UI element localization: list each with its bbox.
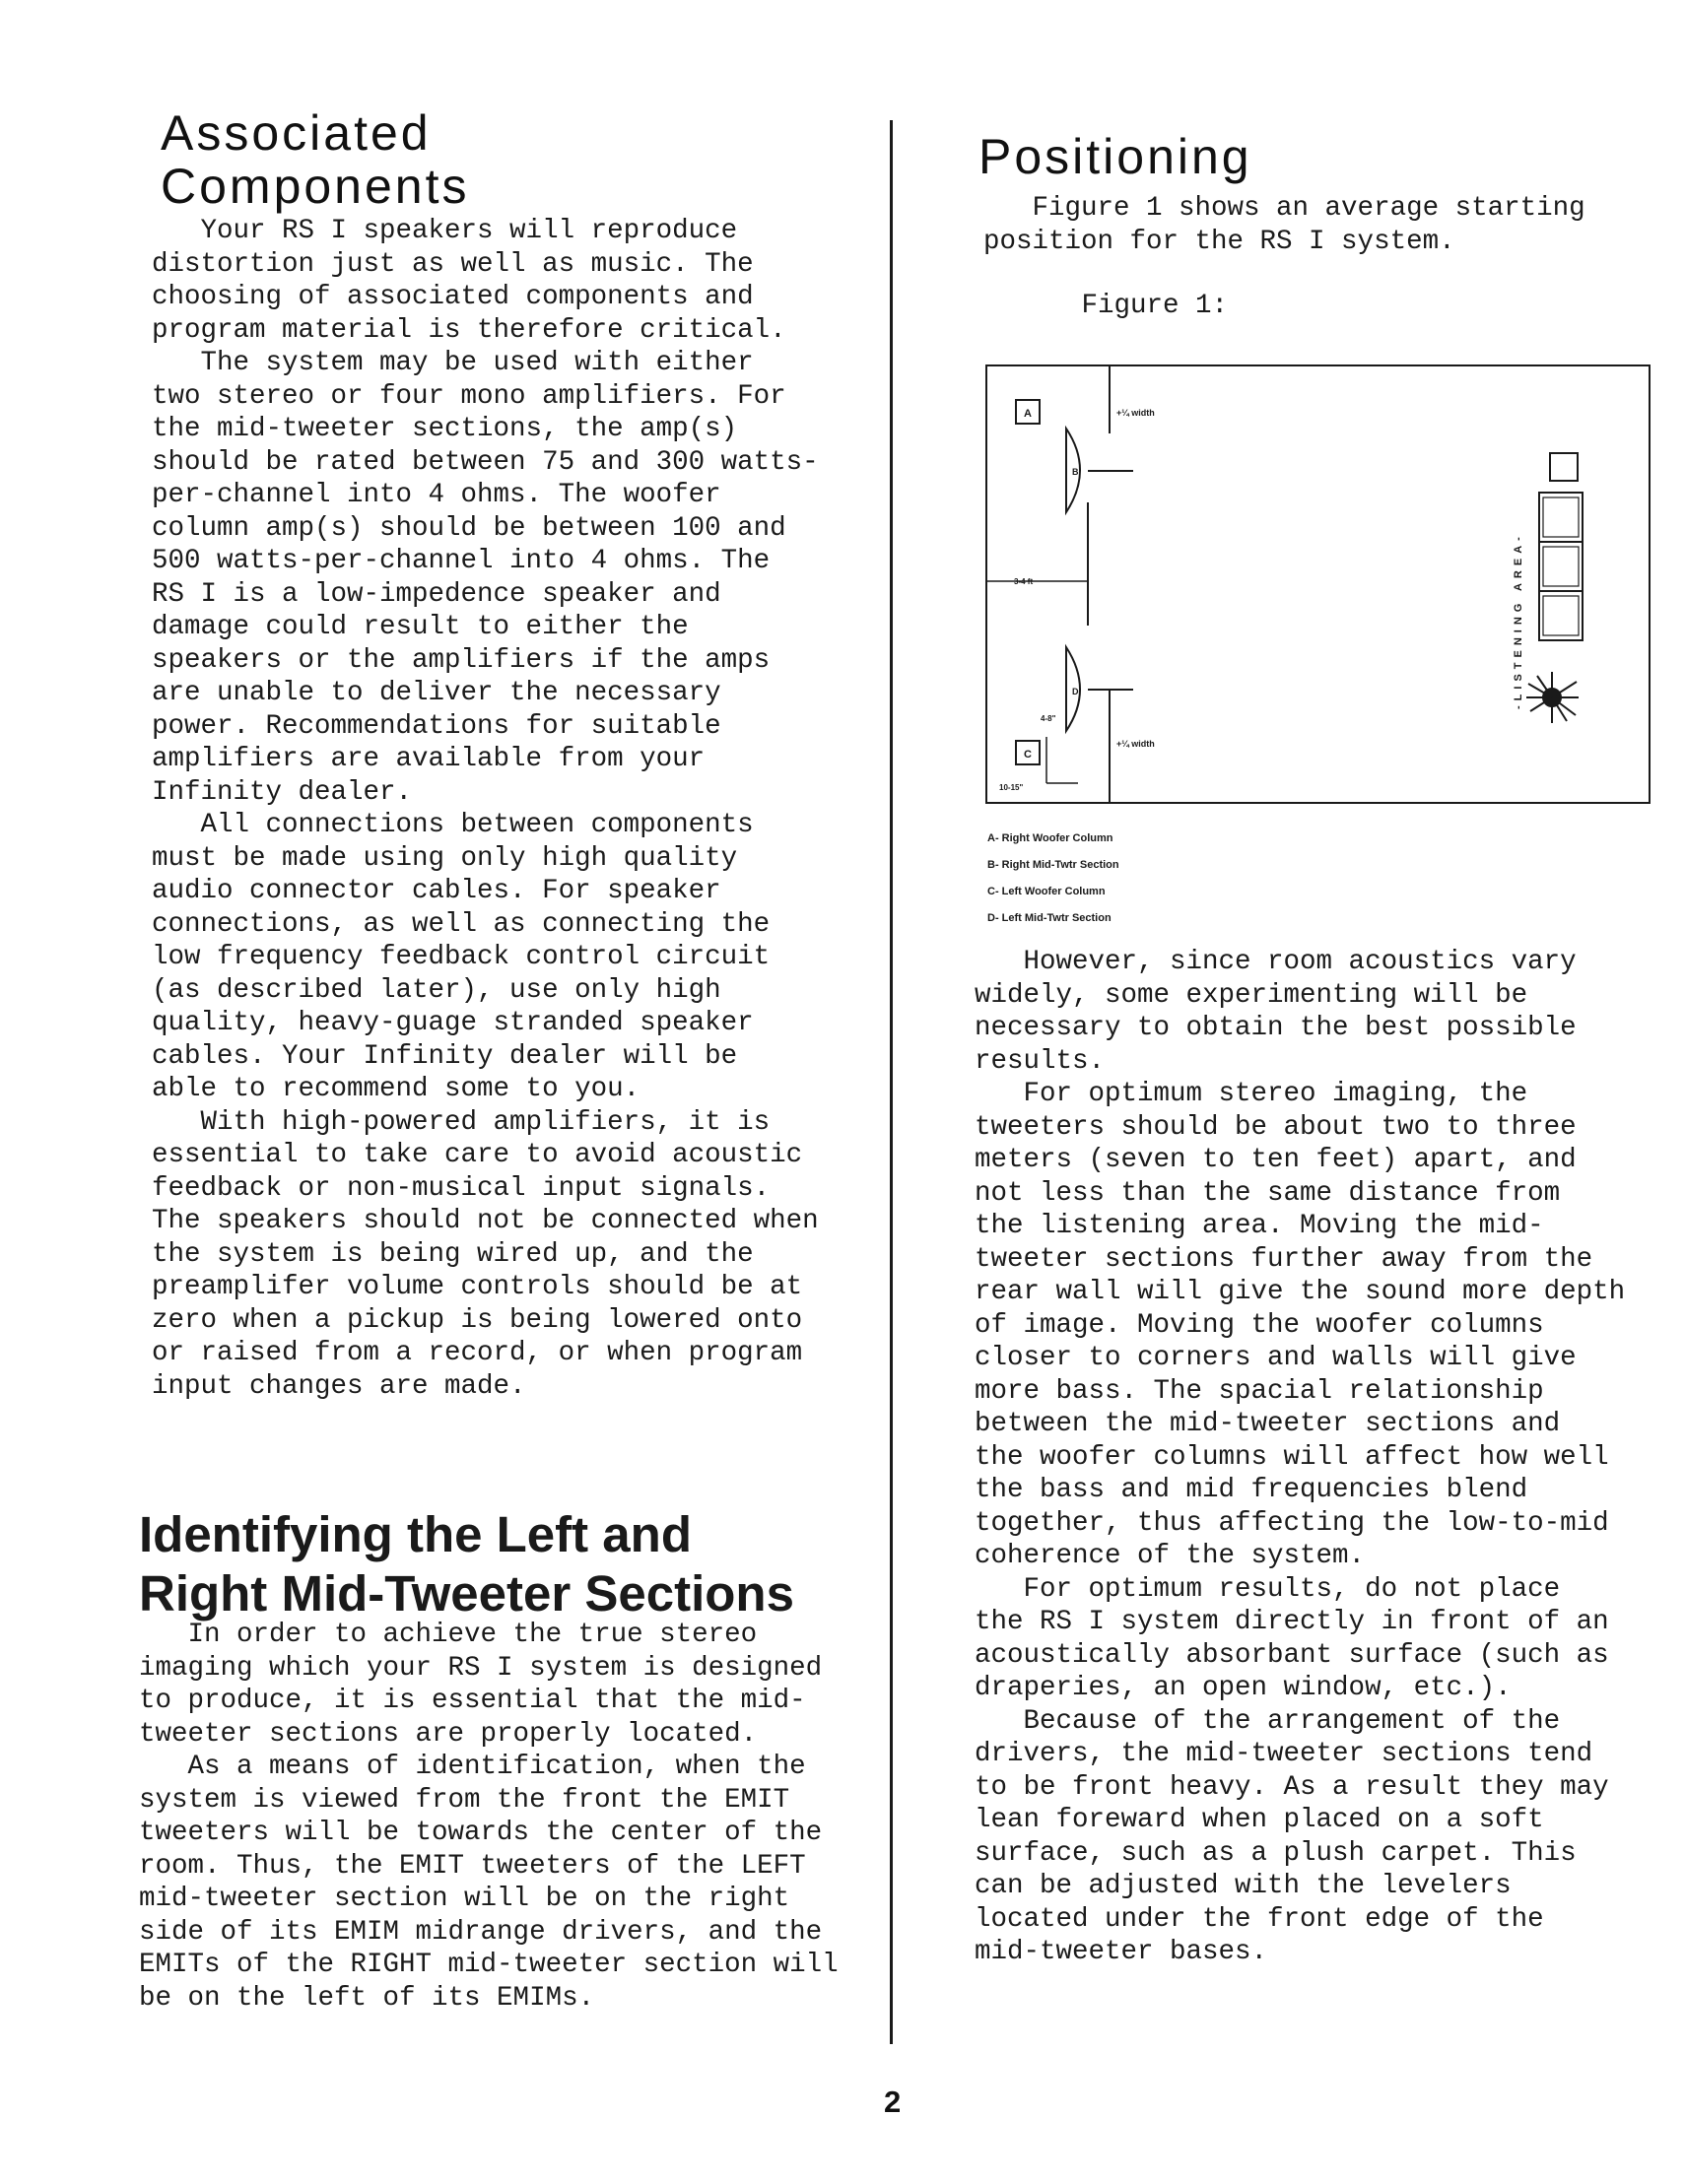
positioning-intro xyxy=(983,192,1585,258)
label-c: C xyxy=(1024,749,1032,761)
text-line: system is viewed from the front the EMIT xyxy=(139,1784,790,1816)
text-line: Figure 1 shows an average starting xyxy=(983,193,1585,224)
text-line: the mid-tweeter sections, the amp(s) xyxy=(152,414,738,444)
text-line: damage could result to either the xyxy=(152,612,689,642)
text-line: to produce, it is essential that the mid- xyxy=(139,1686,806,1716)
text-line: mid-tweeter section will be on the right xyxy=(139,1884,790,1914)
label-d: D xyxy=(1072,687,1079,696)
figure-1-diagram xyxy=(985,364,1651,804)
legend-entry: B- Right Mid-Twtr Section xyxy=(987,859,1119,871)
text-line: As a means of identification, when the xyxy=(139,1752,806,1782)
heading-line: Right Mid-Tweeter Sections xyxy=(139,1565,794,1621)
text-line: room. Thus, the EMIT tweeters of the LEFT xyxy=(139,1850,806,1882)
width-bottom-label: +¼ width xyxy=(1116,739,1155,749)
text-line: the system is being wired up, and the xyxy=(152,1238,754,1270)
text-line: side of its EMIM midrange drivers, and the xyxy=(139,1916,823,1948)
text-line: necessary to obtain the best possible xyxy=(975,1013,1577,1043)
text-line: cables. Your Infinity dealer will be xyxy=(152,1040,738,1072)
sofa-cushion xyxy=(1543,497,1579,537)
text-line: drivers, the mid-tweeter sections tend xyxy=(975,1739,1593,1769)
text-line: two stereo or four mono amplifiers. For xyxy=(152,380,786,412)
text-line: Because of the arrangement of the xyxy=(975,1705,1561,1737)
text-line: the woofer columns will affect how well xyxy=(975,1441,1609,1473)
page-number: 2 xyxy=(884,2085,902,2119)
listening-chair xyxy=(1550,453,1578,481)
text-line: between the mid-tweeter sections and xyxy=(975,1409,1561,1439)
text-line: However, since room acoustics vary xyxy=(975,947,1577,977)
text-line: mid-tweeter bases. xyxy=(975,1937,1268,1967)
small-distance-label: 4-8" xyxy=(1041,714,1056,723)
heading-line: Associated xyxy=(161,105,432,161)
text-line: to be front heavy. As a result they may xyxy=(975,1771,1609,1803)
text-line: rear wall will give the sound more depth xyxy=(975,1277,1626,1307)
text-line: connections, as well as connecting the xyxy=(152,908,771,940)
text-line: quality, heavy-guage stranded speaker xyxy=(152,1008,754,1038)
text-line: the listening area. Moving the mid- xyxy=(975,1211,1544,1241)
text-line: the bass and mid frequencies blend xyxy=(975,1475,1528,1505)
text-line: should be rated between 75 and 300 watts- xyxy=(152,446,819,478)
text-line: The system may be used with either xyxy=(152,348,754,378)
column-divider xyxy=(890,120,893,2044)
text-line: lean foreward when placed on a soft xyxy=(975,1805,1544,1835)
positioning-body xyxy=(975,946,1625,1969)
listening-area-label: -LISTENING AREA- xyxy=(1513,532,1524,709)
distance-label: 3-4 ft xyxy=(1014,577,1034,586)
text-line: For optimum results, do not place xyxy=(975,1573,1561,1605)
listening-sofa xyxy=(1539,493,1583,640)
width-top-label: +¼ width xyxy=(1116,408,1155,418)
text-line: or raised from a record, or when program xyxy=(152,1338,803,1368)
text-line: tweeters should be about two to three xyxy=(975,1111,1577,1143)
text-line: widely, some experimenting will be xyxy=(975,979,1528,1011)
text-line: essential to take care to avoid acoustic xyxy=(152,1140,803,1170)
text-line: (as described later), use only high xyxy=(152,974,721,1006)
heading-line: Components xyxy=(161,159,470,214)
text-line: can be adjusted with the levelers xyxy=(975,1871,1512,1901)
text-line: imaging which your RS I system is designed xyxy=(139,1652,823,1684)
label-a: A xyxy=(1024,408,1032,420)
text-line: tweeters will be towards the center of the xyxy=(139,1818,823,1848)
text-line: low frequency feedback control circuit xyxy=(152,942,771,972)
text-line: not less than the same distance from xyxy=(975,1177,1561,1209)
text-line: results. xyxy=(975,1045,1106,1077)
text-line: tweeter sections are properly located. xyxy=(139,1718,758,1750)
sofa-cushion xyxy=(1543,596,1579,635)
text-line: together, thus affecting the low-to-mid xyxy=(975,1507,1609,1539)
bottom-distance-label: 10-15" xyxy=(999,783,1024,792)
text-line: meters (seven to ten feet) apart, and xyxy=(975,1145,1577,1175)
figure-frame xyxy=(986,365,1650,803)
associated-components-body xyxy=(152,215,819,1403)
figure-caption: Figure 1: xyxy=(1033,291,1229,321)
text-line: audio connector cables. For speaker xyxy=(152,876,721,906)
text-line: distortion just as well as music. The xyxy=(152,248,754,280)
text-line: the RS I system directly in front of an xyxy=(975,1607,1609,1637)
plant-icon xyxy=(1526,672,1579,723)
text-line: Your RS I speakers will reproduce xyxy=(152,216,738,246)
sofa-cushion xyxy=(1543,547,1579,586)
text-line: zero when a pickup is being lowered onto xyxy=(152,1304,803,1336)
heading-identifying-sections xyxy=(139,1505,794,1623)
text-line: are unable to deliver the necessary xyxy=(152,678,721,708)
text-line: of image. Moving the woofer columns xyxy=(975,1309,1544,1341)
text-line: draperies, an open window, etc.). xyxy=(975,1673,1512,1703)
heading-line: Identifying the Left and xyxy=(139,1506,692,1562)
text-line: coherence of the system. xyxy=(975,1541,1366,1571)
text-line: tweeter sections further away from the xyxy=(975,1243,1593,1275)
text-line: EMITs of the RIGHT mid-tweeter section will xyxy=(139,1950,839,1980)
text-line: Infinity dealer. xyxy=(152,776,413,808)
identifying-sections-body xyxy=(139,1619,839,2015)
text-line: feedback or non-musical input signals. xyxy=(152,1172,771,1204)
text-line: 500 watts-per-channel into 4 ohms. The xyxy=(152,546,771,576)
label-b: B xyxy=(1072,467,1079,477)
heading-associated-components xyxy=(161,106,470,213)
legend-entry: A- Right Woofer Column xyxy=(987,832,1113,844)
text-line: position for the RS I system. xyxy=(983,226,1455,257)
text-line: be on the left of its EMIMs. xyxy=(139,1982,595,2014)
heading-positioning: Positioning xyxy=(978,129,1252,184)
text-line: closer to corners and walls will give xyxy=(975,1343,1577,1373)
legend-entry: C- Left Woofer Column xyxy=(987,886,1106,897)
text-line: The speakers should not be connected when xyxy=(152,1206,819,1236)
text-line: power. Recommendations for suitable xyxy=(152,710,721,742)
text-line: RS I is a low-impedence speaker and xyxy=(152,578,721,610)
text-line: choosing of associated components and xyxy=(152,282,754,312)
text-line: With high-powered amplifiers, it is xyxy=(152,1106,771,1138)
text-line: In order to achieve the true stereo xyxy=(139,1620,758,1650)
text-line: amplifiers are available from your xyxy=(152,744,706,774)
text-line: more bass. The spacial relationship xyxy=(975,1375,1544,1407)
text-line: acoustically absorbant surface (such as xyxy=(975,1639,1609,1671)
text-line: For optimum stereo imaging, the xyxy=(975,1079,1528,1109)
text-line: surface, such as a plush carpet. This xyxy=(975,1837,1577,1869)
text-line: input changes are made. xyxy=(152,1370,526,1402)
legend-entry: D- Left Mid-Twtr Section xyxy=(987,912,1112,924)
text-line: preamplifer volume controls should be at xyxy=(152,1272,803,1302)
figure-legend xyxy=(987,820,1119,937)
text-line: speakers or the amplifiers if the amps xyxy=(152,644,771,676)
text-line: program material is therefore critical. xyxy=(152,314,786,346)
text-line: column amp(s) should be between 100 and xyxy=(152,512,786,544)
text-line: able to recommend some to you. xyxy=(152,1074,640,1104)
text-line: must be made using only high quality xyxy=(152,842,738,874)
text-line: All connections between components xyxy=(152,810,754,840)
text-line: located under the front edge of the xyxy=(975,1903,1544,1935)
text-line: per-channel into 4 ohms. The woofer xyxy=(152,480,721,510)
